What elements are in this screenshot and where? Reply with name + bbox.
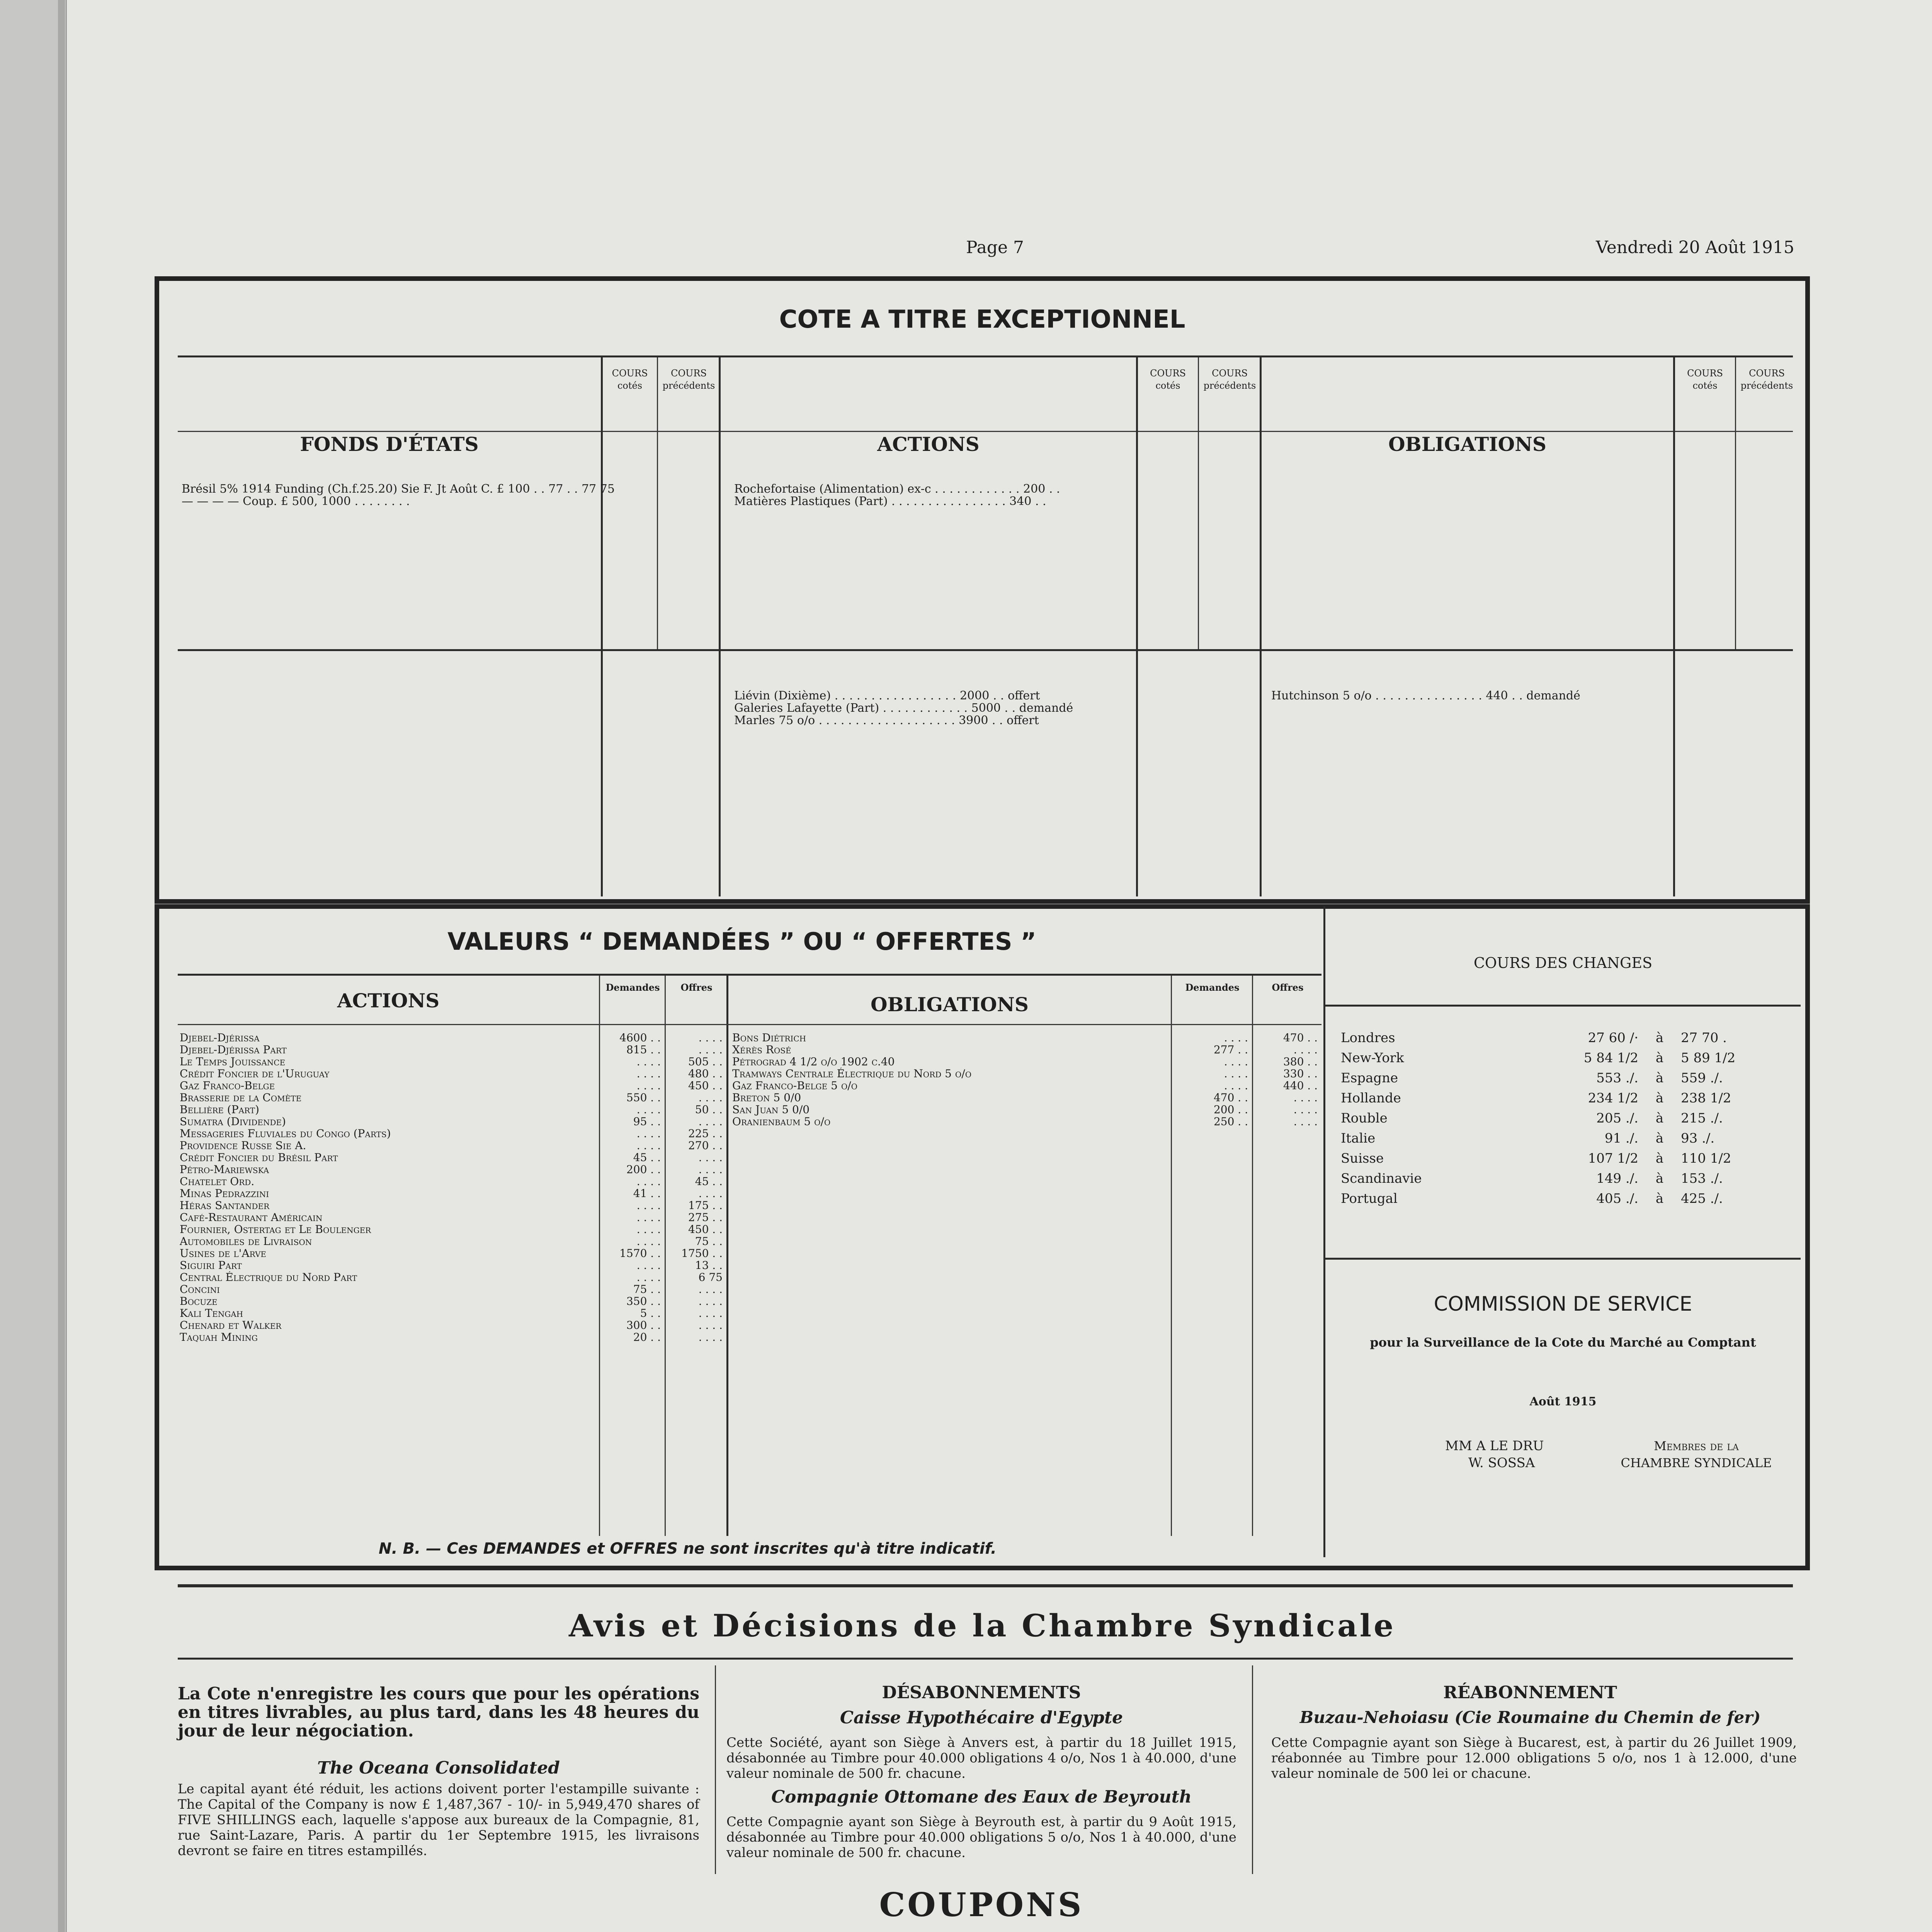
change-row	[1341, 1088, 1797, 1108]
col-demandes: Demandes	[1185, 982, 1240, 993]
valeur-offre: 480 . .	[688, 1067, 723, 1080]
valeur-name: Gaz Franco-Belge 5 o/o	[732, 1080, 858, 1092]
col-cours-precedents: COURS précédents	[1203, 368, 1256, 391]
change-high: 559 ./.	[1681, 1070, 1723, 1086]
rule	[1325, 1005, 1801, 1007]
valeur-offre: 175 . .	[688, 1199, 723, 1212]
valeur-row	[180, 1104, 726, 1116]
change-low: 91 ./.	[1604, 1131, 1638, 1146]
valeur-offre: . . . .	[698, 1043, 723, 1056]
valeur-offre: 505 . .	[688, 1055, 723, 1068]
valeur-offre: 45 . .	[695, 1175, 723, 1188]
rule	[178, 355, 1793, 357]
valeur-demande: 20 . .	[633, 1331, 661, 1344]
rule	[178, 1584, 1793, 1587]
commission-members	[1445, 1437, 1544, 1471]
valeur-name: Café-Restaurant Américain	[180, 1211, 323, 1223]
valeur-row	[180, 1116, 726, 1128]
action-row: Matières Plastiques (Part) . . . . . . . . . . . . . . . . 340 . .	[734, 495, 1046, 508]
rule	[178, 974, 1321, 976]
valeur-offre: . . . .	[698, 1331, 723, 1344]
valeurs-obligations-heading: OBLIGATIONS	[870, 993, 1029, 1016]
valeur-name: Breton 5 0/0	[732, 1092, 801, 1104]
oceana-title: The Oceana Consolidated	[317, 1758, 560, 1778]
valeur-name: Fournier, Ostertag et Le Boulenger	[180, 1223, 371, 1235]
caisse-title: Caisse Hypothécaire d'Egypte	[840, 1708, 1123, 1728]
valeur-demande: 200 . .	[1213, 1103, 1248, 1116]
valeur-row	[732, 1044, 1321, 1056]
oceana-text: Le capital ayant été réduit, les actions doivent porter l'estampille suivante : The Capital of the Company is now £ 1,487,367 - 10/- in 5,949,470 shares of FIVE SHILLINGS each, laquelle s'appose aux bureaux de la Compagnie, 81, rue Saint-Lazare, Paris. A partir du 1er Septembre 1915, les livraisons devront se faire en titres estampillés.	[178, 1781, 699, 1859]
valeur-row	[180, 1080, 726, 1092]
change-high: 93 ./.	[1681, 1131, 1715, 1146]
avis-intro: La Cote n'enregistre les cours que pour les opérations en titres livrables, au plus tard, dans les 48 heures du jour de leur négociation.	[178, 1684, 699, 1741]
valeur-offre: . . . .	[698, 1151, 723, 1164]
valeur-name: Djebel-Djérissa Part	[180, 1044, 287, 1056]
valeur-row	[180, 1259, 726, 1271]
valeur-row	[180, 1092, 726, 1104]
valeur-row	[732, 1056, 1321, 1068]
change-sep: à	[1655, 1171, 1664, 1186]
change-row	[1341, 1148, 1797, 1168]
change-low: 405 ./.	[1596, 1191, 1638, 1206]
caisse-text: Cette Société, ayant son Siège à Anvers est, à partir du 18 Juillet 1915, désabonnée au Timbre pour 40.000 obligations 4 o/o, Nos 1 à 40.000, d'une valeur nominale de 500 fr. chacune.	[726, 1735, 1236, 1781]
valeur-row	[180, 1175, 726, 1187]
col-cours-precedents: COURS précédents	[1740, 368, 1793, 391]
change-place: Hollande	[1341, 1090, 1401, 1106]
actions-offers-list	[734, 690, 1132, 727]
valeur-name: Bocuze	[180, 1295, 218, 1307]
valeur-demande: 75 . .	[633, 1283, 661, 1296]
col-rule	[1735, 357, 1736, 649]
valeur-offre: 450 . .	[688, 1079, 723, 1092]
commission-role: Membres de la CHAMBRE SYNDICALE	[1621, 1439, 1772, 1470]
valeur-name: Crédit Foncier du Brésil Part	[180, 1151, 338, 1163]
change-sep: à	[1655, 1151, 1664, 1166]
valeur-row	[180, 1187, 726, 1199]
commission-subtitle: pour la Surveillance de la Cote du Marché au Comptant	[1370, 1335, 1756, 1350]
valeur-offre: . . . .	[698, 1163, 723, 1176]
valeur-offre: . . . .	[698, 1307, 723, 1320]
valeur-row	[732, 1080, 1321, 1092]
change-sep: à	[1655, 1090, 1664, 1106]
commission-title: COMMISSION DE SERVICE	[1434, 1293, 1692, 1316]
rule	[178, 1024, 1321, 1025]
valeur-row	[180, 1056, 726, 1068]
change-high: 27 70 .	[1681, 1030, 1727, 1046]
obligation-offer-row: Hutchinson 5 o/o . . . . . . . . . . . . . . . 440 . . demandé	[1271, 689, 1580, 702]
change-sep: à	[1655, 1050, 1664, 1066]
valeur-demande: . . . .	[636, 1235, 661, 1248]
change-place: Italie	[1341, 1131, 1376, 1146]
change-high: 153 ./.	[1681, 1171, 1723, 1186]
valeur-name: Providence Russe Sie A.	[180, 1139, 306, 1151]
valeur-offre: 50 . .	[695, 1103, 723, 1116]
changes-title: COURS DES CHANGES	[1473, 954, 1653, 971]
valeur-offre: 75 . .	[695, 1235, 723, 1248]
buzau-text: Cette Compagnie ayant son Siège à Bucarest, est, à partir du 26 Juillet 1909, réabonnée au Timbre pour 12.000 obligations 5 o/o, nos 1 à 12.000, d'une valeur nominale de 500 lei or chacune.	[1271, 1735, 1797, 1781]
valeur-demande: 45 . .	[633, 1151, 661, 1164]
valeur-demande: 300 . .	[626, 1319, 661, 1332]
avis-title: Avis et Décisions de la Chambre Syndicale	[568, 1607, 1396, 1644]
valeur-row	[180, 1235, 726, 1247]
rule	[178, 649, 1793, 651]
valeurs-title: VALEURS “ DEMANDÉES ” OU “ OFFERTES ”	[447, 927, 1036, 956]
valeur-row	[180, 1331, 726, 1343]
col-demandes: Demandes	[605, 982, 660, 993]
change-high: 215 ./.	[1681, 1111, 1723, 1126]
valeur-name: Tramways Centrale Électrique du Nord 5 o/o	[732, 1068, 972, 1080]
valeur-name: Chenard et Walker	[180, 1319, 282, 1331]
page-number: Page 7	[966, 238, 1024, 257]
offer-row: Liévin (Dixième) . . . . . . . . . . . . . . . . . 2000 . . offert	[734, 690, 1040, 702]
valeur-demande: 95 . .	[633, 1115, 661, 1128]
change-low: 205 ./.	[1596, 1111, 1638, 1126]
fonds-row: — — — — Coup. £ 500, 1000 . . . . . . . .	[182, 495, 410, 508]
valeur-demande: 350 . .	[626, 1295, 661, 1308]
valeur-offre: 270 . .	[688, 1139, 723, 1152]
col-rule	[1323, 906, 1325, 1557]
changes-table	[1341, 1028, 1797, 1209]
valeur-row	[180, 1199, 726, 1211]
valeur-offre: 440 . .	[1283, 1079, 1318, 1092]
reabonnement-title: RÉABONNEMENT	[1443, 1683, 1617, 1702]
valeur-name: Pétrograd 4 1/2 o/o 1902 c.40	[732, 1056, 895, 1068]
valeur-name: Automobiles de Livraison	[180, 1235, 312, 1247]
valeur-demande: . . . .	[636, 1211, 661, 1224]
actions-heading: ACTIONS	[877, 433, 980, 456]
col-cours-precedents: COURS précédents	[662, 368, 715, 391]
rule	[178, 1658, 1793, 1660]
change-high: 425 ./.	[1681, 1191, 1723, 1206]
valeur-row	[180, 1307, 726, 1319]
valeur-name: Minas Pedrazzini	[180, 1187, 269, 1199]
valeur-name: Bellière (Part)	[180, 1104, 259, 1116]
col-cours-cotes: COURS cotés	[1687, 368, 1723, 391]
valeur-offre: 470 . .	[1283, 1031, 1318, 1044]
valeur-row	[180, 1223, 726, 1235]
change-place: Portugal	[1341, 1191, 1398, 1206]
change-high: 110 1/2	[1681, 1151, 1731, 1166]
valeur-demande: . . . .	[636, 1139, 661, 1152]
change-low: 553 ./.	[1596, 1070, 1638, 1086]
col-rule	[1136, 357, 1138, 896]
change-low: 27 60 /·	[1588, 1030, 1638, 1046]
ottomane-title: Compagnie Ottomane des Eaux de Beyrouth	[771, 1787, 1192, 1807]
valeur-offre: . . . .	[698, 1031, 723, 1044]
valeur-demande: 200 . .	[626, 1163, 661, 1176]
valeur-demande: 4600 . .	[619, 1031, 661, 1044]
change-sep: à	[1655, 1111, 1664, 1126]
valeur-row	[732, 1092, 1321, 1104]
change-low: 234 1/2	[1588, 1090, 1638, 1106]
valeur-row	[180, 1044, 726, 1056]
change-low: 149 ./.	[1596, 1171, 1638, 1186]
valeurs-actions-table	[180, 1032, 726, 1343]
valeur-row	[180, 1319, 726, 1331]
valeur-offre: . . . .	[1293, 1043, 1318, 1056]
valeur-offre: 330 . .	[1283, 1067, 1318, 1080]
valeur-offre: 450 . .	[688, 1223, 723, 1236]
valeur-demande: . . . .	[636, 1127, 661, 1140]
change-place: Rouble	[1341, 1111, 1388, 1126]
valeur-row	[732, 1068, 1321, 1080]
valeur-name: Pétro-Mariewska	[180, 1163, 269, 1175]
valeur-name: Le Temps Jouissance	[180, 1056, 286, 1068]
buzau-title: Buzau-Nehoiasu (Cie Roumaine du Chemin de fer)	[1299, 1708, 1761, 1727]
col-offres: Offres	[1272, 982, 1304, 993]
valeur-offre: . . . .	[698, 1295, 723, 1308]
valeur-name: Siguiri Part	[180, 1259, 242, 1271]
change-row	[1341, 1068, 1797, 1088]
col-rule	[726, 976, 728, 1536]
desabonnements-title: DÉSABONNEMENTS	[882, 1683, 1081, 1702]
valeur-offre: 225 . .	[688, 1127, 723, 1140]
valeur-offre: . . . .	[1293, 1115, 1318, 1128]
col-rule	[715, 1665, 716, 1874]
valeur-demande: . . . .	[636, 1055, 661, 1068]
action-row: Rochefortaise (Alimentation) ex-c . . . . . . . . . . . . 200 . .	[734, 483, 1060, 495]
member-name: MM A LE DRU	[1445, 1438, 1544, 1454]
valeur-name: Messageries Fluviales du Congo (Parts)	[180, 1128, 391, 1139]
valeur-row	[180, 1163, 726, 1175]
nb-note: N. B. — Ces DEMANDES et OFFRES ne sont inscrites qu'à titre indicatif.	[379, 1540, 997, 1558]
valeur-demande: 470 . .	[1213, 1091, 1248, 1104]
valeur-row	[180, 1283, 726, 1295]
valeur-name: Chatelet Ord.	[180, 1175, 255, 1187]
valeurs-actions-heading: ACTIONS	[337, 989, 440, 1012]
valeur-row	[180, 1211, 726, 1223]
valeur-offre: . . . .	[698, 1283, 723, 1296]
valeur-demande: 1570 . .	[619, 1247, 661, 1260]
change-sep: à	[1655, 1131, 1664, 1146]
change-row	[1341, 1168, 1797, 1189]
valeur-offre: 6 75	[698, 1271, 723, 1284]
valeur-demande: 5 . .	[640, 1307, 661, 1320]
valeur-row	[180, 1247, 726, 1259]
rule	[178, 431, 1793, 432]
valeur-demande: . . . .	[636, 1223, 661, 1236]
actions-list	[734, 483, 1260, 508]
valeur-offre: 1750 . .	[681, 1247, 723, 1260]
fonds-etats-list	[182, 483, 715, 508]
change-sep: à	[1655, 1030, 1664, 1046]
valeur-name: Kali Tengah	[180, 1307, 243, 1319]
valeur-demande: . . . .	[1224, 1055, 1248, 1068]
valeur-row	[180, 1271, 726, 1283]
col-cours-cotes: COURS cotés	[1150, 368, 1186, 391]
valeur-row	[732, 1104, 1321, 1116]
valeur-offre: . . . .	[1293, 1091, 1318, 1104]
valeur-name: Bons Diétrich	[732, 1032, 806, 1044]
change-row	[1341, 1028, 1797, 1048]
change-place: New-York	[1341, 1050, 1404, 1066]
valeur-offre: . . . .	[698, 1187, 723, 1200]
binding-edge	[0, 0, 66, 1932]
change-sep: à	[1655, 1191, 1664, 1206]
change-low: 5 84 1/2	[1583, 1050, 1638, 1066]
cote-exceptionnel-frame	[155, 276, 1810, 904]
change-row	[1341, 1189, 1797, 1209]
valeur-offre: 380 . .	[1283, 1055, 1318, 1068]
valeur-name: Sumatra (Dividende)	[180, 1116, 286, 1128]
fonds-etats-heading: FONDS D'ÉTATS	[300, 433, 479, 456]
valeur-offre: 275 . .	[688, 1211, 723, 1224]
valeur-demande: . . . .	[636, 1103, 661, 1116]
valeur-row	[732, 1116, 1321, 1128]
valeur-offre: . . . .	[698, 1091, 723, 1104]
valeur-demande: 250 . .	[1213, 1115, 1248, 1128]
valeur-demande: 550 . .	[626, 1091, 661, 1104]
valeur-demande: . . . .	[636, 1271, 661, 1284]
cote-title: COTE A TITRE EXCEPTIONNEL	[779, 305, 1185, 334]
col-rule	[1673, 357, 1675, 896]
rule	[1325, 1258, 1801, 1260]
valeur-demande: . . . .	[636, 1259, 661, 1272]
valeur-row	[180, 1032, 726, 1044]
valeur-name: Djebel-Djérissa	[180, 1032, 260, 1044]
valeur-offre: . . . .	[698, 1115, 723, 1128]
change-place: Espagne	[1341, 1070, 1398, 1086]
valeur-demande: . . . .	[1224, 1079, 1248, 1092]
valeur-demande: 41 . .	[633, 1187, 661, 1200]
valeur-offre: . . . .	[1293, 1103, 1318, 1116]
valeur-name: Crédit Foncier de l'Uruguay	[180, 1068, 330, 1080]
offer-row: Galeries Lafayette (Part) . . . . . . . . . . . . 5000 . . demandé	[734, 702, 1073, 714]
valeur-name: Usines de l'Arve	[180, 1247, 267, 1259]
col-rule	[1252, 1665, 1253, 1874]
coupons-title: COUPONS	[879, 1886, 1084, 1924]
valeur-name: Héras Santander	[180, 1199, 270, 1211]
col-cours-cotes: COURS cotés	[612, 368, 648, 391]
col-rule	[601, 357, 603, 896]
valeur-row	[180, 1295, 726, 1307]
col-offres: Offres	[680, 982, 713, 993]
valeur-offre: . . . .	[698, 1319, 723, 1332]
change-sep: à	[1655, 1070, 1664, 1086]
valeur-row	[180, 1128, 726, 1139]
valeurs-obligations-table	[732, 1032, 1321, 1128]
valeur-name: Xérès Rosé	[732, 1044, 791, 1056]
commission-month: Août 1915	[1529, 1395, 1597, 1408]
ottomane-text: Cette Compagnie ayant son Siège à Beyrouth est, à partir du 9 Août 1915, désabonnée au Timbre pour 40.000 obligations 5 o/o, Nos 1 à 40.000, d'une valeur nominale de 500 fr. chacune.	[726, 1814, 1236, 1861]
valeur-row	[180, 1068, 726, 1080]
fonds-row: Brésil 5% 1914 Funding (Ch.f.25.20) Sie F. Jt Août C. £ 100 . . 77 . . 77 75	[182, 483, 615, 495]
valeur-demande: . . . .	[1224, 1067, 1248, 1080]
valeur-demande: 815 . .	[626, 1043, 661, 1056]
change-place: Scandinavie	[1341, 1171, 1422, 1186]
valeur-demande: . . . .	[636, 1079, 661, 1092]
valeur-row	[732, 1032, 1321, 1044]
change-high: 5 89 1/2	[1681, 1050, 1736, 1066]
valeur-name: Concini	[180, 1283, 220, 1295]
valeur-name: Central Électrique du Nord Part	[180, 1271, 357, 1283]
change-place: Suisse	[1341, 1151, 1384, 1166]
valeur-row	[180, 1139, 726, 1151]
obligations-heading: OBLIGATIONS	[1388, 433, 1547, 456]
member-name: W. SOSSA	[1468, 1455, 1535, 1471]
valeur-demande: . . . .	[636, 1199, 661, 1212]
valeur-demande: . . . .	[636, 1067, 661, 1080]
valeur-name: Taquah Mining	[180, 1331, 258, 1343]
change-low: 107 1/2	[1588, 1151, 1638, 1166]
valeur-offre: 13 . .	[695, 1259, 723, 1272]
change-place: Londres	[1341, 1030, 1395, 1046]
valeur-name: San Juan 5 0/0	[732, 1104, 810, 1116]
page-date: Vendredi 20 Août 1915	[1596, 238, 1794, 257]
valeur-row	[180, 1151, 726, 1163]
change-row	[1341, 1108, 1797, 1128]
change-row	[1341, 1128, 1797, 1148]
valeur-name: Brasserie de la Comète	[180, 1092, 302, 1104]
valeur-demande: 277 . .	[1213, 1043, 1248, 1056]
change-high: 238 1/2	[1681, 1090, 1731, 1106]
offer-row: Marles 75 o/o . . . . . . . . . . . . . . . . . . . 3900 . . offert	[734, 714, 1039, 727]
valeur-demande: . . . .	[636, 1175, 661, 1188]
valeur-name: Gaz Franco-Belge	[180, 1080, 275, 1092]
change-row	[1341, 1048, 1797, 1068]
valeur-name: Oranienbaum 5 o/o	[732, 1116, 831, 1128]
valeur-demande: . . . .	[1224, 1031, 1248, 1044]
